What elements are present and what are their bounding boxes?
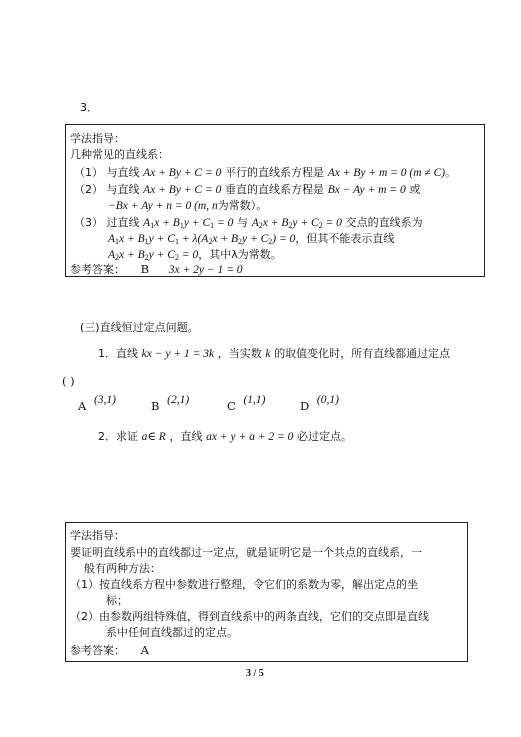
box2-line-5: （2）由参数两组特殊值，得到直线系中的两条直线，它们的交点即是直线 xyxy=(70,610,429,623)
box1-line-1: （1） 与直线 Ax + By + C = 0 平行的直线系方程是 Ax + By + m = 0 (m ≠ C)。 xyxy=(74,166,457,179)
option-b[interactable]: B (2,1) xyxy=(151,394,190,413)
box2-title: 学法指导： xyxy=(70,529,125,542)
option-c[interactable]: C (1,1) xyxy=(227,394,266,413)
box1-subtitle: 几种常见的直线系： xyxy=(70,148,169,161)
option-d[interactable]: D (0,1) xyxy=(300,394,339,413)
box1-line-3c: $A_2x + B_2y + C_2 = 0$，其中λ为常数。 xyxy=(108,248,282,262)
question-1: 1．直线 kx − y + 1 = 3k ，当实数 k 的取值变化时，所有直线都通过定点 xyxy=(98,347,451,360)
box2-answer: 参考答案： A xyxy=(70,643,149,657)
box2-line-1: 要证明直线系中的直线都过一定点，就是证明它是一个共点的直线系，一 xyxy=(70,546,422,559)
box1-line-3b: $A_1x + B_1y + C_1 + \lambda(A_2x + B_2y + C_2) = 0$，但其不能表示直线 xyxy=(108,232,395,246)
answer-paren: ( ) xyxy=(62,374,75,388)
box1-title: 学法指导： xyxy=(70,132,125,145)
page-number: 3 / 5 xyxy=(246,668,264,679)
item-number: 3． xyxy=(80,101,98,114)
box2-line-3: （1）按直线系方程中参数进行整理，令它们的系数为零，解出定点的坐 xyxy=(70,578,418,591)
box2-line-4: 标； xyxy=(106,594,128,607)
box1-answer: 参考答案： B 3x + 2y − 1 = 0 xyxy=(70,262,243,276)
box2-line-2: 般有两种方法： xyxy=(84,562,161,575)
question-2: 2．求证 a∈ R ，直线 ax + y + a + 2 = 0 必过定点。 xyxy=(98,430,353,443)
box1-line-2: （2） 与直线 Ax + By + C = 0 垂直的直线系方程是 Bx − Ay + m = 0 或 xyxy=(74,183,421,196)
box2-line-6: 系中任何直线都过的定点。 xyxy=(106,626,238,639)
box1-line-2b: −Bx + Ay + n = 0 (m, n为常数）。 xyxy=(108,199,268,212)
option-a[interactable]: A (3,1) xyxy=(78,394,117,413)
section-heading: (三)直线恒过定点问题。 xyxy=(80,321,199,334)
box1-line-3: （3） 过直线 $A_1x + B_1y + C_1 = 0$ 与 $A_2x + B_2y + C_2 = 0$ 交点的直线系为 xyxy=(74,216,423,230)
